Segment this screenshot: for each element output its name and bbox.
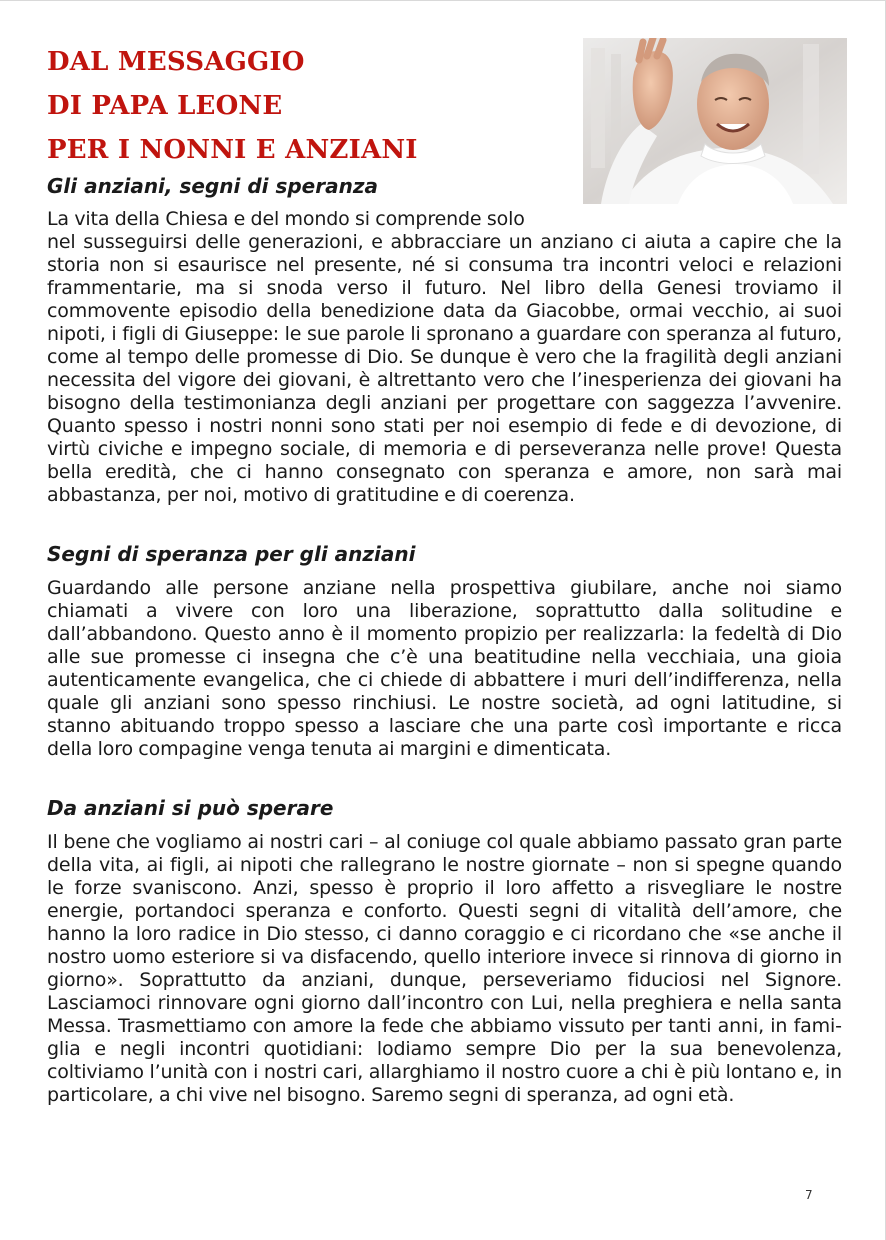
title-line-1: DAL MESSAGGIO: [47, 47, 305, 77]
page-edge-top: [0, 0, 886, 1]
article-title: [47, 40, 567, 172]
section-heading-1: Gli anziani, segni di speranza: [47, 174, 378, 198]
title-line-3: PER I NONNI E ANZIANI: [47, 135, 418, 165]
section-3-paragraph: Il bene che vogliamo ai nostri cari – al coniuge col quale abbiamo passato gran parte della vita, ai figli, ai nipoti che rallegrano le nostre giornate – non si spegne quando le forze svaniscono. Anzi, spesso è proprio il loro affetto a risvegliare le nostre energie, portandoci speranza e conforto. Questi segni di vitalità dell’amore, che hanno la loro radice in Dio stesso, ci danno coraggio e ci ricordano che «se anche il nostro uomo esteriore si va disfacendo, quello interiore invece si rinnova di giorno in giorno». Soprattutto da anziani, dunque, perseveriamo fiduciosi nel Signore. Lasciamoci rinnovare ogni giorno dall’incontro con Lui, nella preghiera e nella santa Messa. Trasmettiamo con amore la fede che abbiamo vissuto per tanti anni, in famiglia e negli incontri quotidiani: lodiamo sempre Dio per la sua benevolenza, coltiviamo l’unità con i nostri cari, allarghiamo il nostro cuore a chi è più lontano e, in particolare, a chi vive nel bisogno. Saremo segni di speranza, ad ogni età.: [47, 831, 842, 1106]
section-heading-2: Segni di speranza per gli anziani: [47, 542, 416, 566]
section-1-first-line: La vita della Chiesa e del mondo si comprende solo: [47, 208, 525, 230]
section-1-paragraph: nel susseguirsi delle generazioni, e abbracciare un anziano ci aiuta a capire che la storia non si esaurisce nel presente, né si consuma tra incontri veloci e relazioni frammentarie, ma si snoda verso il futuro. Nel libro della Genesi troviamo il commovente episodio della benedizione data da Giacobbe, ormai vecchio, ai suoi nipoti, i figli di Giuseppe: le sue parole li spronano a guardare con speranza al futuro, come al tempo delle promesse di Dio. Se dunque è vero che la fragilità degli anziani necessita del vigore dei giovani, è altrettanto vero che l’inesperienza dei giovani ha bisogno della testimonianza degli anziani per progettare con saggezza l’avvenire. Quanto spesso i nostri nonni sono stati per noi esempio di fede e di devozione, di virtù civiche e impegno sociale, di memoria e di perseveranza nelle prove! Questa bella eredità, che ci hanno consegnato con speranza e amore, non sarà mai abbastanza, per noi, motivo di gratitudine e di coerenza.: [47, 231, 842, 506]
pope-photo: [583, 38, 847, 204]
page-number: 7: [805, 1188, 813, 1202]
title-line-2: DI PAPA LEONE: [47, 91, 283, 121]
section-heading-3: Da anziani si può sperare: [47, 796, 334, 820]
section-2-paragraph: Guardando alle persone anziane nella prospettiva giubilare, anche noi siamo chiamati a vivere con loro una liberazione, soprattutto dalla solitudine e dall’abbandono. Questo anno è il momento propizio per realizzarla: la fedeltà di Dio alle sue promesse ci insegna che c’è una beatitudine nella vecchiaia, una gioia autenticamente evangelica, che ci chiede di abbattere i muri dell’indifferenza, nella quale gli anziani sono spesso rinchiusi. Le nostre società, ad ogni latitudine, si stanno abituando troppo spesso a lasciare che una parte così importante e ricca della loro compagine venga tenuta ai margini e dimenticata.: [47, 577, 842, 760]
